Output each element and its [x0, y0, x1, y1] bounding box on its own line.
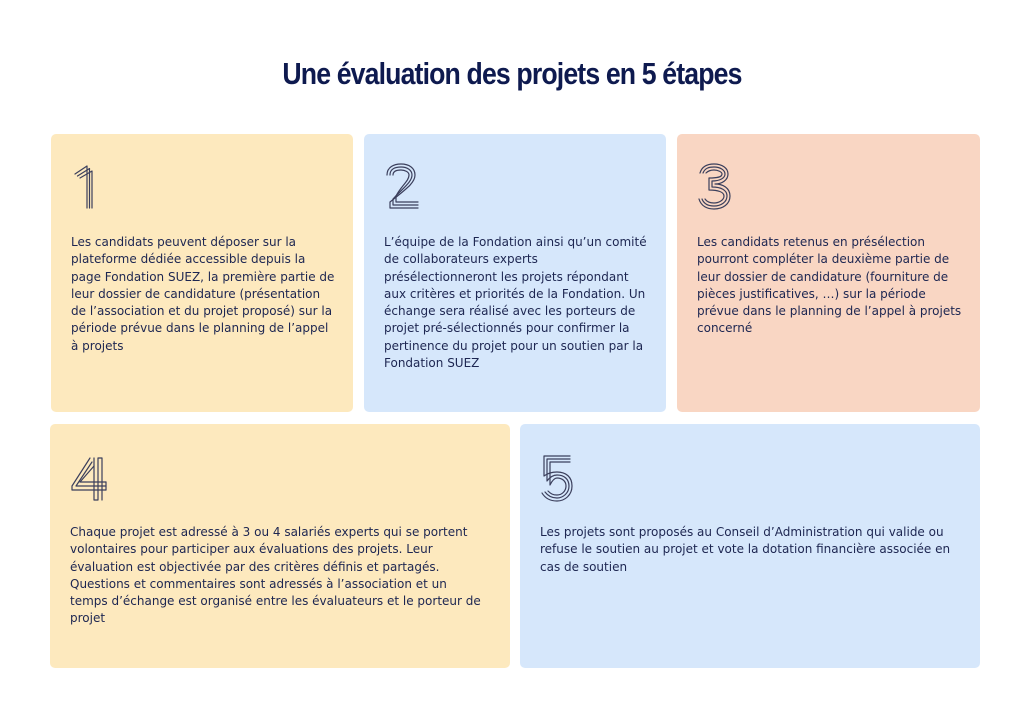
step-card-2	[364, 134, 666, 412]
step-1-text: Les candidats peuvent déposer sur la plateforme dédiée accessible depuis la page Fondation SUEZ, la première partie de leur dossier de candidature (présentation de l’association et du projet proposé) sur la période prévue dans le planning de l’appel à projets	[71, 235, 335, 353]
step-card-5	[520, 424, 980, 668]
step-2-text: L’équipe de la Fondation ainsi qu’un comité de collaborateurs experts présélectionneront les projets répondant aux critères et priorités de la Fondation. Un échange sera réalisé avec les porteurs de projet pré-sélectionnés pour confirmer la pertinence du projet pour un soutien par la Fondation SUEZ	[384, 235, 647, 371]
step-number-3-icon	[697, 162, 741, 212]
step-number-1-icon	[71, 162, 115, 212]
step-card-1	[51, 134, 353, 412]
step-5-text: Les projets sont proposés au Conseil d’Administration qui valide ou refuse le soutien au projet et vote la dotation financière associée en cas de soutien	[540, 525, 951, 574]
step-3-text: Les candidats retenus en présélection pourront compléter la deuxième partie de leur dossier de candidature (fourniture de pièces justificatives, …) sur la période prévue dans le planning de l’appel à projets concerné	[697, 235, 962, 336]
step-number-2-icon	[384, 162, 428, 212]
step-number-5-icon	[540, 454, 584, 504]
step-number-4-icon	[70, 454, 114, 504]
page-title: Une évaluation des projets en 5 étapes	[282, 56, 742, 91]
step-card-3	[677, 134, 980, 412]
step-card-4	[50, 424, 510, 668]
step-4-text: Chaque projet est adressé à 3 ou 4 salariés experts qui se portent volontaires pour participer aux évaluations des projets. Leur évaluation est objectivée par des critères définis et partagés. Questions et commentaires sont adressés à l’association et un temps d’échange est organisé entre les évaluateurs et le porteur de projet	[70, 525, 481, 626]
